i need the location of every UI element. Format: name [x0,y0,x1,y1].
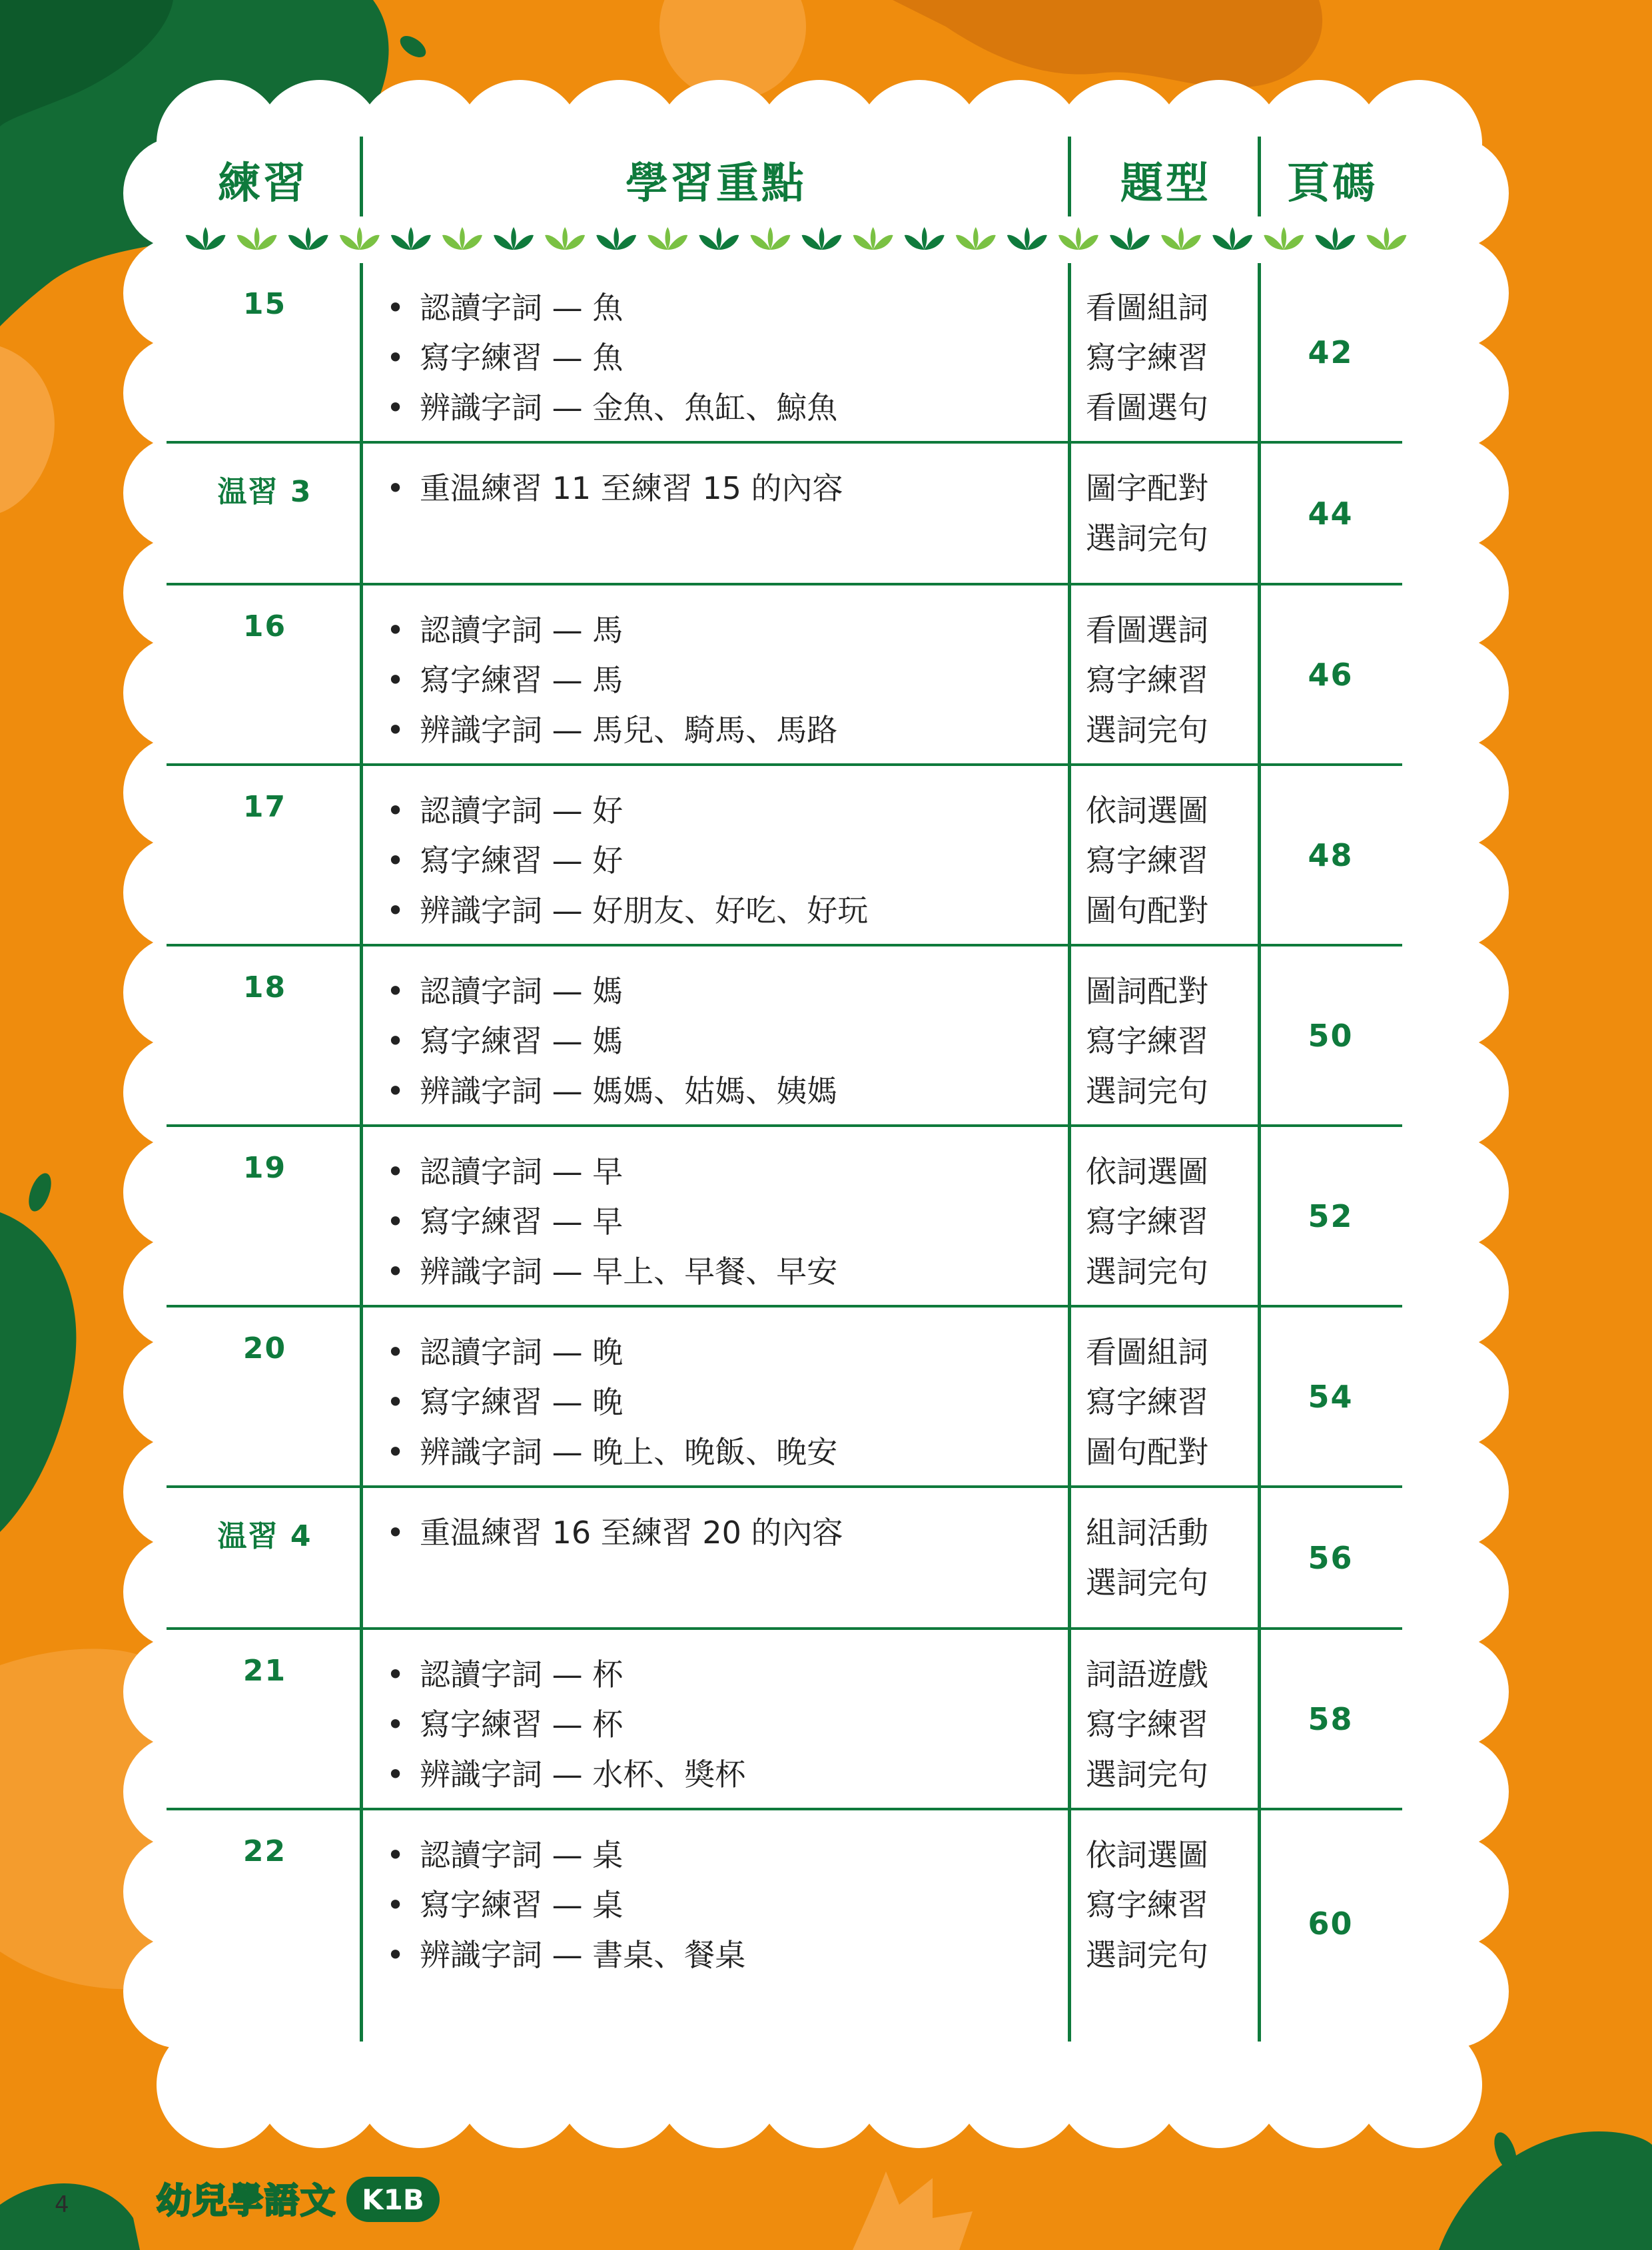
exercise-number: 温習 4 [217,1519,312,1553]
sprout-icon [1212,227,1252,250]
question-type-item: 看圖組詞 [1086,290,1208,326]
sprout-icon [340,227,380,250]
learning-point-text: 辨識字詞 — 晚上、晚飯、晚安 [420,1434,838,1470]
bullet-icon: • [386,843,405,879]
learning-point-text: 寫字練習 — 魚 [420,340,623,376]
question-type-item: 組詞活動 [1086,1515,1208,1551]
learning-point-text: 寫字練習 — 晚 [420,1384,623,1420]
question-type-item: 寫字練習 [1086,1706,1208,1742]
table-row [167,263,1402,444]
question-type-item: 選詞完句 [1086,1756,1208,1792]
bullet-icon: • [386,712,405,748]
page-number-cell: 46 [1308,656,1354,693]
learning-point-text: 寫字練習 — 桌 [420,1887,623,1923]
page-number-cell: 44 [1308,495,1354,532]
page-number-cell: 58 [1308,1700,1354,1737]
exercise-number: 15 [242,287,287,321]
bullet-icon: • [386,1154,405,1190]
question-type-item: 圖字配對 [1086,470,1208,506]
question-type-item: 看圖選句 [1086,390,1208,426]
question-type-item: 選詞完句 [1086,712,1208,748]
learning-point-text: 寫字練習 — 杯 [420,1706,623,1742]
bullet-icon: • [386,1657,405,1692]
page-number-cell: 52 [1308,1198,1354,1234]
bullet-icon: • [386,290,405,326]
sprout-icon [1366,227,1406,250]
bullet-icon: • [386,1434,405,1470]
question-types [1086,1810,1259,2037]
header-learning-focus: 學習重點 [625,159,807,208]
learning-point-text: 寫字練習 — 早 [420,1204,623,1240]
learning-point-text: 認讀字詞 — 馬 [420,612,623,648]
bullet-icon: • [386,1937,405,1973]
sprout-icon [905,227,945,250]
question-type-item: 寫字練習 [1086,1384,1208,1420]
learning-point-text: 辨識字詞 — 馬兒、騎馬、馬路 [420,712,838,748]
page-number-cell: 50 [1308,1017,1354,1054]
learning-point-text: 辨識字詞 — 早上、早餐、早安 [420,1254,838,1290]
learning-point-text: 辨識字詞 — 金魚、魚缸、鯨魚 [420,390,838,426]
table-row [167,946,1402,1127]
exercise-number: 20 [242,1331,287,1365]
page-number-cell: 54 [1308,1378,1354,1415]
header-exercise: 練習 [218,159,308,208]
learning-point-text: 寫字練習 — 好 [420,843,623,879]
header-divider-1 [360,137,363,216]
book-title: 幼兒學語文 [157,2181,337,2221]
learning-point-text: 認讀字詞 — 魚 [420,290,623,326]
bullet-icon: • [386,1887,405,1923]
exercise-number: 温習 3 [217,475,312,509]
page-number-cell: 42 [1308,334,1354,370]
bullet-icon: • [386,1706,405,1742]
learning-point-text: 寫字練習 — 媽 [420,1023,623,1059]
sprout-icon [853,227,893,250]
sprout-icon [288,227,328,250]
table-row [167,1630,1402,1810]
learning-point-text: 重温練習 16 至練習 20 的內容 [420,1515,843,1551]
table-row [167,766,1402,946]
bullet-icon: • [386,1756,405,1792]
question-type-item: 圖詞配對 [1086,973,1208,1009]
learning-point-text: 辨識字詞 — 書桌、餐桌 [420,1937,746,1973]
bullet-icon: • [386,662,405,698]
page-number-cell: 60 [1308,1906,1354,1942]
bullet-icon: • [386,1254,405,1290]
learning-point-text: 認讀字詞 — 晚 [420,1334,623,1370]
sprout-icon [1007,227,1047,250]
content-table [167,263,1402,2037]
question-type-item: 看圖選詞 [1086,612,1208,648]
table-row [167,444,1402,585]
bullet-icon: • [386,1334,405,1370]
bullet-icon: • [386,1073,405,1109]
page-number-cell: 56 [1308,1539,1354,1576]
page-number: 4 [55,2191,69,2218]
sprout-icon [699,227,739,250]
learning-point-text: 辨識字詞 — 好朋友、好吃、好玩 [420,893,869,929]
sprout-icon [494,227,534,250]
learning-point-text: 辨識字詞 — 水杯、獎杯 [420,1756,746,1792]
exercise-number: 17 [242,790,287,824]
learning-point-text: 重温練習 11 至練習 15 的內容 [420,470,843,506]
header-divider-2 [1068,137,1071,216]
question-type-item: 寫字練習 [1086,843,1208,879]
bullet-icon: • [386,340,405,376]
question-type-item: 圖句配對 [1086,893,1208,929]
question-type-item: 依詞選圖 [1086,1837,1208,1873]
table-row [167,1488,1402,1630]
question-type-item: 依詞選圖 [1086,793,1208,829]
sprout-icon [391,227,431,250]
learning-point-text: 認讀字詞 — 杯 [420,1657,623,1692]
sprout-icon [596,227,636,250]
bullet-icon: • [386,470,405,506]
bullet-icon: • [386,793,405,829]
bullet-icon: • [386,973,405,1009]
exercise-number: 21 [242,1654,287,1688]
bullet-icon: • [386,390,405,426]
question-types [1086,263,1259,441]
question-type-item: 寫字練習 [1086,1023,1208,1059]
question-type-item: 依詞選圖 [1086,1154,1208,1190]
exercise-number: 22 [242,1834,287,1868]
sprout-icon [647,227,687,250]
question-types [1086,766,1259,944]
sprout-icon [956,227,996,250]
question-type-item: 選詞完句 [1086,1254,1208,1290]
learning-point-text: 認讀字詞 — 好 [420,793,623,829]
header-divider-3 [1258,137,1261,216]
table-row [167,585,1402,766]
table-row [167,1810,1402,2037]
sprout-icon [802,227,842,250]
bullet-icon: • [386,1515,405,1551]
learning-point-text: 認讀字詞 — 媽 [420,973,623,1009]
table-row [167,1308,1402,1488]
exercise-number: 18 [242,970,287,1004]
bullet-icon: • [386,1384,405,1420]
learning-point-text: 認讀字詞 — 桌 [420,1837,623,1873]
header-question-type: 題型 [1120,159,1211,208]
question-type-item: 選詞完句 [1086,520,1208,556]
exercise-number: 19 [242,1151,287,1185]
question-types [1086,585,1259,763]
header-page: 頁碼 [1287,159,1378,208]
question-types [1086,1488,1259,1627]
learning-point-text: 認讀字詞 — 早 [420,1154,623,1190]
question-types [1086,1308,1259,1485]
question-type-item: 看圖組詞 [1086,1334,1208,1370]
question-type-item: 詞語遊戲 [1086,1657,1208,1692]
sprout-icon [750,227,790,250]
bullet-icon: • [386,1837,405,1873]
sprout-icon [1110,227,1150,250]
sprout-divider [180,223,1412,256]
bullet-icon: • [386,1204,405,1240]
sprout-icon [186,227,226,250]
question-type-item: 選詞完句 [1086,1073,1208,1109]
sprout-icon [1161,227,1201,250]
question-type-item: 寫字練習 [1086,340,1208,376]
question-type-item: 圖句配對 [1086,1434,1208,1470]
exercise-number: 16 [242,609,287,643]
question-types [1086,1630,1259,1808]
sprout-icon [545,227,585,250]
sprout-icon [442,227,482,250]
bullet-icon: • [386,612,405,648]
sprout-icon [1264,227,1304,250]
bullet-icon: • [386,1023,405,1059]
question-types [1086,946,1259,1124]
question-type-item: 選詞完句 [1086,1937,1208,1973]
learning-point-text: 寫字練習 — 馬 [420,662,623,698]
question-type-item: 選詞完句 [1086,1565,1208,1601]
table-row [167,1127,1402,1308]
question-type-item: 寫字練習 [1086,1204,1208,1240]
learning-point-text: 辨識字詞 — 媽媽、姑媽、姨媽 [420,1073,838,1109]
question-types [1086,1127,1259,1305]
sprout-icon [1315,227,1355,250]
question-type-item: 寫字練習 [1086,662,1208,698]
level-badge: K1B [346,2177,440,2222]
question-types [1086,444,1259,583]
bullet-icon: • [386,893,405,929]
question-type-item: 寫字練習 [1086,1887,1208,1923]
sprout-icon [237,227,277,250]
sprout-icon [1058,227,1098,250]
page-number-cell: 48 [1308,837,1354,873]
